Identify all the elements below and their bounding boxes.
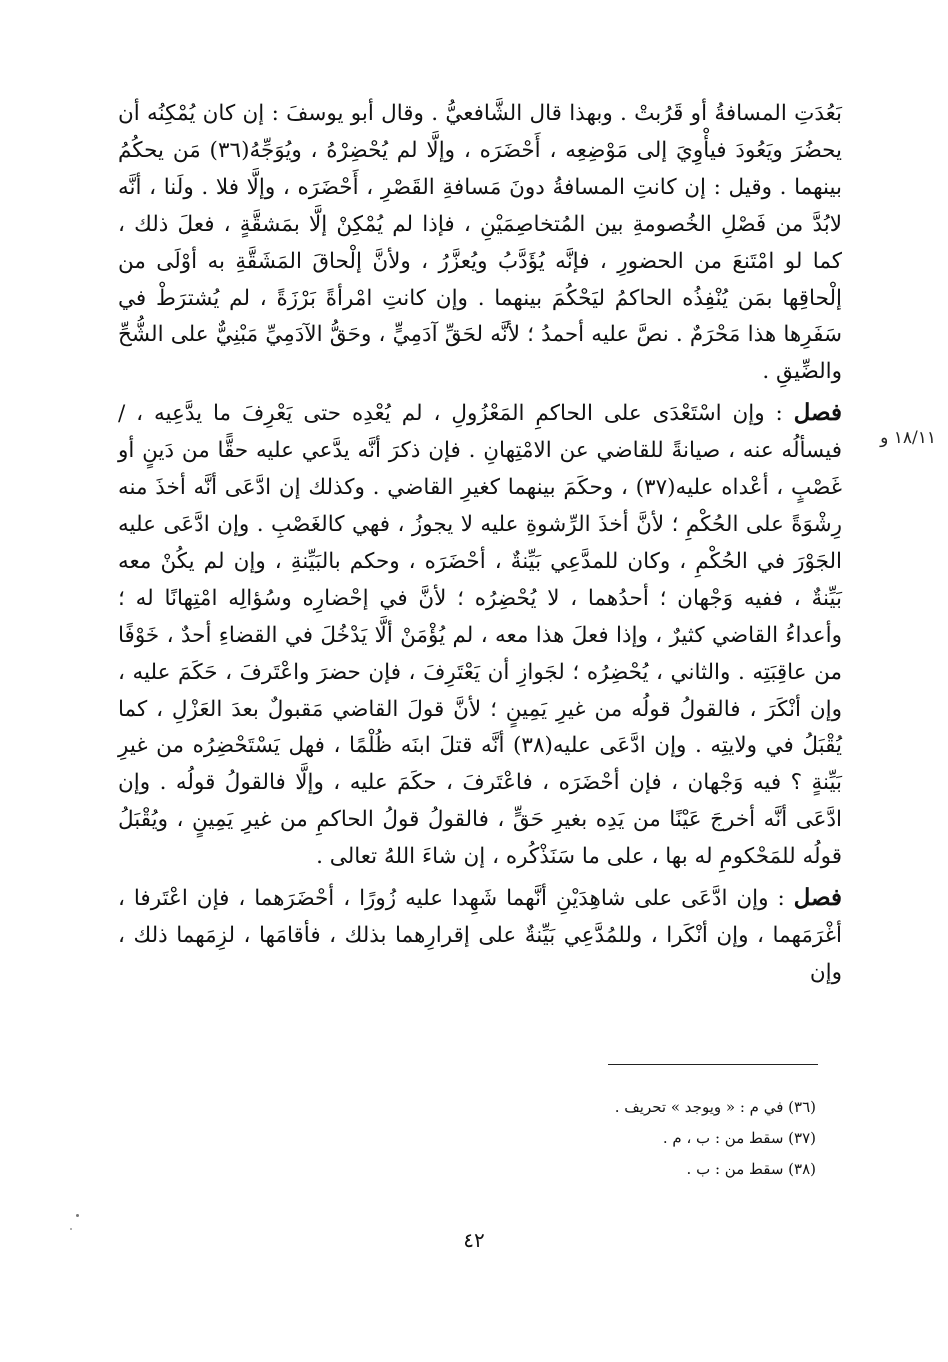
footnote-37: (٣٧) سقط من : ب ، م . bbox=[662, 1129, 816, 1147]
section-heading-fasl: فصل bbox=[793, 399, 842, 427]
paragraph-3 bbox=[118, 880, 842, 992]
paragraph-2 bbox=[118, 395, 842, 876]
footnote-38: (٣٨) سقط من : ب . bbox=[686, 1160, 816, 1178]
footnote-36: (٣٦) في م : « ويوجد » تحريف . bbox=[614, 1098, 816, 1116]
section-heading-fasl: فصل bbox=[793, 884, 842, 912]
page-number: ٤٢ bbox=[463, 1228, 485, 1252]
manuscript-folio-note: ١٨/١١ و bbox=[880, 428, 936, 448]
footnote-divider bbox=[608, 1064, 818, 1065]
paragraph-3-text: : وإن ادَّعَى على شاهِدَيْنِ أنَّهما شَهِدا عليه زُورًا ، أحْضَرَهما ، فإن اعْتَرفا ، أغْرَمَهما ، وإن أنْكَرا ، وللمُدَّعِي بَيِّنةٌ على إقرارِهما بذلك ، فأقامَها ، لزِمَهما ذلك ، وإن bbox=[118, 886, 842, 985]
paragraph-1 bbox=[118, 96, 842, 391]
paragraph-2-text: : وإن اسْتَعْدَى على الحاكمِ المَعْزُولِ ، لم يُعْدِه حتى يَعْرِفَ ما يدَّعِيه ، / فيسألُه عنه ، صيانةً للقاضي عن الامْتِهانِ . فإن ذكرَ أنَّه يدَّعي عليه حقًّا من دَينٍ أو غَصْبٍ ، أعْداه عليه(٣٧) ، وحكَمَ بينهما كغيرِ القاضي . وكذلك إن ادَّعَى أنَّه أخذَ منه رِشْوَةً على الحُكْمِ ؛ لأنَّ أخذَ الرِّشوةِ عليه لا يجوزُ ، فهي كالغَصْبِ . وإن ادَّعَى عليه الجَوْرَ في الحُكْمِ ، وكان للمدَّعِي بَيِّنةٌ ، أحْضَرَه ، وحكم بالبَيِّنةِ ، وإن لم يكُنْ معه بَيِّنةٌ ، ففيه وَجْهان ؛ أحدُهما ، لا يُحْضِرُه ؛ لأنَّ في إحْضارِه وسُؤالِه امْتِهانًا له ؛ وأعداءُ القاضي كثيرٌ ، وإذا فعلَ هذا معه ، لم يُؤْمَنْ ألَّا يَدْخُلَ في القضاءِ أحدٌ ، خَوْفًا من عاقِبَتِه . والثاني ، يُحْضِرُه ؛ لجَوازِ أن يَعْتَرِفَ ، فإن حضرَ واعْتَرفَ ، حَكَمَ عليه ، وإن أنْكَرَ ، فالقولُ قولُه من غيرِ يَمِينٍ ؛ لأنَّ قولَ القاضي مَقبولٌ بعدَ العَزْلِ ، كما يُقْبَلُ في ولايتِه . وإن ادَّعَى عليه(٣٨) أنَّه قتلَ ابنَه ظُلْمًا ، فهل يَسْتَحْضِرُه من غيرِ بَيِّنةٍ ؟ فيه وَجْهان ، فإن أحْضَرَه ، فاعْتَرفَ ، حكَمَ عليه ، وإلَّا فالقولُ قولُه . وإن ادَّعَى أنَّه أخرجَ عَيْنًا من يَدِه بغيرِ حَقٍّ ، فالقولُ قولُ الحاكمِ من غيرِ يَمِينٍ ، ويُقْبَلُ قولُه للمَحْكومِ له بها ، على ما سَنَذْكُره ، إن شاءَ اللهُ تعالى . bbox=[118, 401, 842, 870]
paragraph-1-text: بَعُدَتِ المسافةُ أو قَرُبتْ . وبهذا قال الشَّافعيُّ . وقال أبو يوسفَ : إن كان يُمْكِنُه أن يحضُرَ ويَعُودَ فيأْوِيَ إلى مَوْضِعِه ، أَحْضَرَه ، وإلَّا لم يُحْضِرْهُ ، ويُوَجِّهُ(٣٦) مَن يحكُمُ بينهما . وقيل : إن كانتِ المسافةُ دونَ مَسافةِ القَصْرِ ، أَحْضَرَه ، وإلَّا فلا . ولَنا ، أنَّه لابُدَّ من فَصْلِ الخُصومةِ بين المُتخاصِمَيْنِ ، فإذا لم يُمْكِنْ إلَّا بمَشقَّةٍ ، فعلَ ذلك ، كما لو امْتَنعَ من الحضورِ ، فإنَّه يُؤَدَّبُ ويُعزَّرُ ، ولأنَّ إلْحاقَ المَشَقَّةِ به أوْلَى من إلْحاقِها بمَن يُنْفِذُه الحاكمُ ليَحْكُمَ بينهما . وإن كانتِ امْرأةً بَرْزَةً ، لم يُشترَطْ في سَفَرِها هذا مَحْرَمٌ . نصَّ عليه أحمدُ ؛ لأنَّه لحَقِّ آدَمِيٍّ ، وحَقُّ الآدَمِيِّ مَبْنِيٌّ على الشُّحِّ والضِّيقِ . bbox=[118, 101, 843, 385]
main-text bbox=[118, 96, 842, 992]
scan-speck bbox=[76, 1214, 79, 1217]
scan-speck bbox=[70, 1228, 72, 1230]
footnotes bbox=[470, 1092, 816, 1185]
